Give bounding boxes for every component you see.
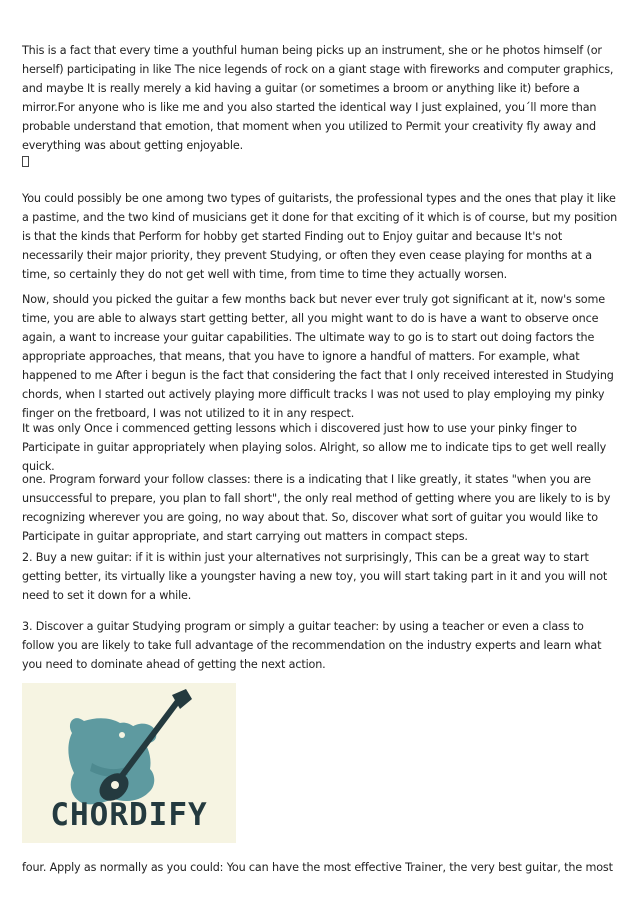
paragraph-5: one. Program forward your follow classes: there is a indicating that I like greatly, it states "when you are unsuccessful to prepare, you plan to fall short", the only real method of getting where you are likely to is by recognizing wherever you are going, no way about that. So, discover what sort of guitar you would like to Participate in guitar appropriate, and start carrying out matters in compact steps.	[22, 473, 611, 543]
paragraph-2: You could possibly be one among two types of guitarists, the professional types and the ones that play it like a pastime, and the two kind of musicians get it done for that exciting of it which is of course, but my position is that the kinds that Perform for hobby get started Finding out to Enjoy guitar and because It's not necessarily their major priority, they prevent Studying, or often they even cease playing for months at a time, so certainly they do not get well with time, from time to time they actually worsen.	[22, 192, 618, 281]
paragraph-6: 2. Buy a new guitar: if it is within just your alternatives not surprisingly, This can be a great way to start getting better, its virtually like a youngster having a new toy, you will start taking part in it and you will not need to set it down for a while.	[22, 551, 608, 602]
paragraph-4: It was only Once i commenced getting lessons which i discovered just how to use your pinky finger to Participate in guitar appropriately when playing solos. Alright, so allow me to indicate tips to get well really quick.	[22, 422, 607, 473]
logo-wordmark: CHORDIFY	[50, 797, 208, 833]
paragraph-1: This is a fact that every time a youthful human being picks up an instrument, she or he photos himself (or herself) participating in like The nice legends of rock on a giant stage with fireworks and computer graphics, and maybe It is really merely a kid having a guitar (or sometimes a broom or anything like it) before a mirror.For anyone who is like me and you also started the identical way I just explained, you´ll more than probable understand that emotion, that moment when you utilized to Permit your creativity fly away and everything was about getting enjoyable.	[22, 44, 614, 152]
missing-glyph-icon	[22, 156, 29, 167]
paragraph-7: 3. Discover a guitar Studying program or simply a guitar teacher: by using a teacher or even a class to follow you are likely to take full advantage of the recommendation on the industry experts and learn what you need to dominate ahead of getting the next action.	[22, 620, 602, 671]
paragraph-8: four. Apply as normally as you could: You can have the most effective Trainer, the very best guitar, the most	[22, 861, 613, 874]
paragraph-3: Now, should you picked the guitar a few months back but never ever truly got significant at it, now's some time, you are able to always start getting better, all you might want to do is have a want to observe once again, a want to increase your guitar capabilities. The ultimate way to go is to start out doing factors the appropriate approaches, that means, that you have to ignore a handful of matters. For example, what happened to me After i begun is the fact that considering the fact that I only received interested in Studying chords, when I started out actively playing more difficult tracks I was not used to play employing my pinky finger on the fretboard, I was not utilized to it in any respect.	[22, 293, 614, 420]
chordify-logo	[22, 683, 236, 843]
